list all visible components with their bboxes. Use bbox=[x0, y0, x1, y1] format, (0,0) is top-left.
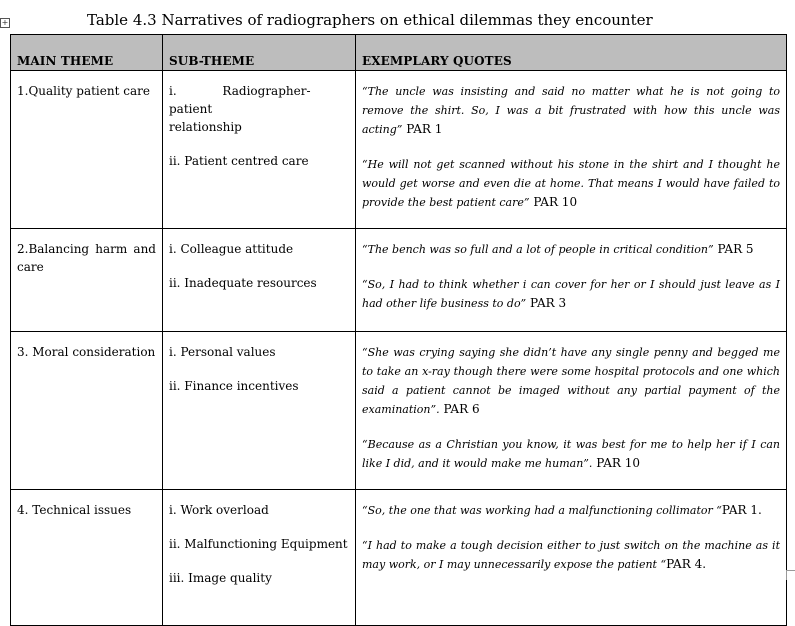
quotes-cell bbox=[356, 71, 787, 229]
header-row bbox=[11, 35, 787, 71]
sub-theme-text: ii. Malfunctioning Equipment bbox=[169, 537, 348, 551]
main-theme-text: 4. Technical issues bbox=[17, 503, 132, 517]
sub-theme-cell bbox=[163, 71, 356, 229]
sub-theme-text: iii. Image quality bbox=[169, 571, 272, 585]
quote-text: “He will not get scanned without his stone in the shirt and I thought he would get worse and even die at home. That means I would have failed to provide the best patient care” bbox=[362, 158, 780, 209]
participant-ref: PAR 10 bbox=[592, 456, 640, 470]
main-theme-text: 3. Moral consideration bbox=[17, 345, 156, 359]
quote-text: “The uncle was insisting and said no matter what he is not going to remove the shirt. So, I was a bit frustrated with how this uncle was acting” bbox=[362, 85, 780, 136]
sub-theme-text: i. Personal values bbox=[169, 345, 276, 359]
sub-theme-text: i. Work overload bbox=[169, 503, 269, 517]
main-theme-cell bbox=[11, 490, 163, 626]
table-row bbox=[11, 332, 787, 490]
quote-text: “She was crying saying she didn’t have any single penny and begged me to take an x-ray though there were some hospital protocols and one which said a patient cannot be imaged without any partial payment of the examination”. bbox=[362, 346, 780, 416]
narratives-table bbox=[10, 34, 787, 626]
exemplary-quote bbox=[362, 155, 780, 212]
participant-ref: PAR 10 bbox=[529, 195, 578, 209]
exemplary-quote bbox=[362, 82, 780, 139]
sub-theme-cell bbox=[163, 332, 356, 490]
participant-ref: PAR 5 bbox=[713, 242, 754, 256]
participant-ref: PAR 1 bbox=[402, 122, 443, 136]
participant-ref: PAR 1. bbox=[721, 503, 762, 517]
exemplary-quote bbox=[362, 240, 780, 259]
sub-theme-text: ii. Finance incentives bbox=[169, 379, 299, 393]
header-sub-theme: SUB-THEME bbox=[163, 35, 356, 71]
main-theme-cell bbox=[11, 71, 163, 229]
sub-theme-text: i. Colleague attitude bbox=[169, 242, 294, 256]
sub-theme-cell bbox=[163, 490, 356, 626]
table-title: Table 4.3 Narratives of radiographers on ethical dilemmas they encounter bbox=[87, 11, 653, 29]
main-theme-text: 2.Balancing harm and care bbox=[17, 242, 156, 274]
quote-text: “So, the one that was working had a malfunctioning collimator “ bbox=[362, 504, 722, 517]
quotes-cell bbox=[356, 229, 787, 332]
exemplary-quote bbox=[362, 275, 780, 313]
header-main-theme: MAIN THEME bbox=[11, 35, 163, 71]
participant-ref: PAR 3 bbox=[526, 296, 567, 310]
table-row bbox=[11, 71, 787, 229]
table-resize-handle[interactable] bbox=[786, 570, 795, 580]
table-move-handle-icon[interactable]: + bbox=[1, 18, 9, 27]
sub-theme-text: ii. Inadequate resources bbox=[169, 276, 317, 290]
main-theme-cell bbox=[11, 332, 163, 490]
table-row bbox=[11, 490, 787, 626]
quote-text: “So, I had to think whether i can cover for her or I should just leave as I had other life business to do” bbox=[362, 278, 780, 310]
quote-text: “The bench was so full and a lot of people in critical condition” bbox=[362, 243, 714, 256]
main-theme-cell bbox=[11, 229, 163, 332]
exemplary-quote bbox=[362, 536, 780, 574]
quote-text: “I had to make a tough decision either to just switch on the machine as it may work, or I may unnecessarily expose the patient “ bbox=[362, 539, 780, 571]
quote-text: “Because as a Christian you know, it was best for me to help her if I can like I did, and it would make me human”. bbox=[362, 438, 780, 470]
exemplary-quote bbox=[362, 343, 780, 419]
exemplary-quote bbox=[362, 501, 780, 520]
table-row bbox=[11, 229, 787, 332]
participant-ref: PAR 4. bbox=[666, 557, 707, 571]
sub-theme-text: ii. Patient centred care bbox=[169, 154, 309, 168]
sub-theme-text: relationship bbox=[169, 120, 242, 134]
participant-ref: PAR 6 bbox=[439, 402, 480, 416]
sub-theme-cell bbox=[163, 229, 356, 332]
main-theme-text: 1.Quality patient care bbox=[17, 84, 150, 98]
header-exemplary-quotes: EXEMPLARY QUOTES bbox=[356, 35, 787, 71]
quotes-cell bbox=[356, 332, 787, 490]
sub-theme-text: i. Radiographer-patient bbox=[169, 84, 311, 116]
exemplary-quote bbox=[362, 435, 780, 473]
quotes-cell bbox=[356, 490, 787, 626]
